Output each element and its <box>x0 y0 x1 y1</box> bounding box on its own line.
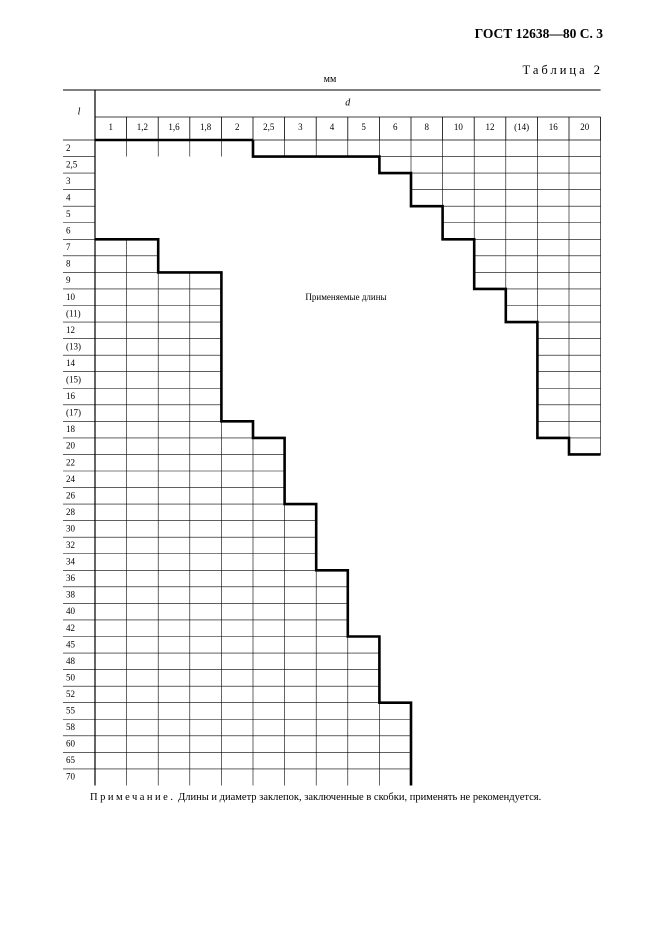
length-label: 60 <box>66 738 75 749</box>
length-label: 65 <box>66 755 75 766</box>
length-label: 9 <box>66 275 71 286</box>
length-label: 45 <box>66 639 75 650</box>
length-label: 3 <box>66 175 71 186</box>
diameter-label: 10 <box>453 122 463 133</box>
length-label: 7 <box>66 242 71 253</box>
length-label: 30 <box>66 523 75 534</box>
length-label: 55 <box>66 705 75 716</box>
diameter-label: 1 <box>108 122 114 133</box>
note-text: Длины и диаметр заклепок, заключенные в скобки, применять не рекомендуется. <box>178 792 542 803</box>
diameter-label: 16 <box>548 122 558 133</box>
length-label: 36 <box>66 573 75 584</box>
length-label: 2 <box>66 142 71 153</box>
length-label: 12 <box>66 324 75 335</box>
length-label: (13) <box>66 341 81 352</box>
length-label: 52 <box>66 688 75 699</box>
diameter-label: 1,2 <box>136 122 149 133</box>
length-label: 8 <box>66 258 71 269</box>
diameter-label: 12 <box>485 122 495 133</box>
length-label: 4 <box>66 192 71 203</box>
length-label: 24 <box>66 473 75 484</box>
length-label: (15) <box>66 374 81 385</box>
length-label: 58 <box>66 722 75 733</box>
note-label: Примечание. <box>90 792 176 803</box>
length-label: 20 <box>66 440 75 451</box>
length-label: 34 <box>66 556 75 567</box>
length-label: 38 <box>66 589 75 600</box>
length-label: 40 <box>66 606 75 617</box>
page-header: ГОСТ 12638—80 С. 3 <box>474 26 603 41</box>
length-label: 32 <box>66 540 75 551</box>
length-label: 14 <box>66 357 75 368</box>
applicable-lengths-label: Применяемые длины <box>305 292 387 303</box>
row-header-label: l <box>77 106 81 118</box>
length-label: 26 <box>66 490 75 501</box>
table-label: Таблица 2 <box>522 63 603 77</box>
length-label: 16 <box>66 391 75 402</box>
diameter-label: 2 <box>234 122 240 133</box>
table-footnote <box>90 792 541 803</box>
column-header-label: d <box>345 97 351 109</box>
length-label: (17) <box>66 407 81 418</box>
diameter-label: 2,5 <box>263 122 275 133</box>
diameter-label: 1,8 <box>199 122 212 133</box>
diameter-label: 20 <box>580 122 590 133</box>
length-label: 70 <box>66 771 75 782</box>
length-label: (11) <box>66 308 81 319</box>
length-label: 22 <box>66 457 75 468</box>
diameter-label: 6 <box>392 122 398 133</box>
length-label: 18 <box>66 424 75 435</box>
length-label: 50 <box>66 672 75 683</box>
diameter-label: 1,6 <box>168 122 180 133</box>
units-label: мм <box>323 74 337 85</box>
diameter-label: 5 <box>361 122 366 133</box>
diameter-label: 4 <box>329 122 335 133</box>
length-label: 42 <box>66 622 75 633</box>
diameter-label: 3 <box>298 122 303 133</box>
diameter-label: (14) <box>514 122 530 133</box>
length-label: 10 <box>66 291 75 302</box>
diameter-label: 8 <box>424 122 430 133</box>
length-label: 6 <box>66 225 71 236</box>
length-label: 2,5 <box>66 159 78 170</box>
length-label: 28 <box>66 506 75 517</box>
length-label: 5 <box>66 209 71 220</box>
length-label: 48 <box>66 655 75 666</box>
